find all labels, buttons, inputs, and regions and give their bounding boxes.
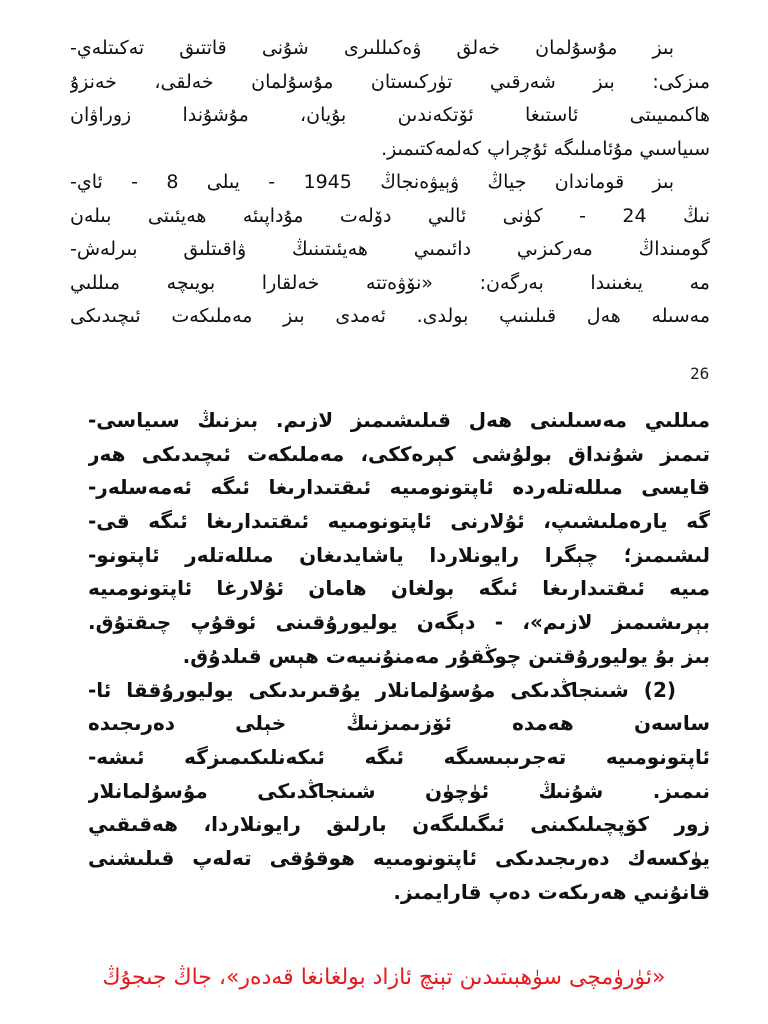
text-line: مەسىلە ھەل قىلىنىپ بولدى. ئەمدى بىز مەملىكەت ئىچىدىكى bbox=[70, 305, 710, 327]
text-line: مىزكى: بىز شەرقىي تۈركىستان مۇسۇلمان خەلقى، خەنزۇ bbox=[70, 70, 710, 93]
text-line: گە يارەملىشىپ، ئۇلارنى ئاپتونومىيە ئىقتىدارىغا ئىگە قى- bbox=[88, 509, 710, 534]
text-line: مىيە ئىقتىدارىغا ئىگە بولغان ھامان ئۇلارغا ئاپتونومىيە bbox=[88, 576, 710, 601]
text-line: قانۇنىي ھەرىكەت دەپ قارايمىز. bbox=[393, 879, 710, 904]
text-line: لىشىمىز؛ چېگرا رايونلاردا ياشايدىغان مىللەتلەر ئاپتونو- bbox=[88, 542, 710, 567]
text-line: يۈكسەك دەرىجىدىكى ئاپتونومىيە ھوقۇقى تەلەپ قىلىشنى bbox=[88, 845, 710, 870]
text-line: مىللىي مەسىلىنى ھەل قىلىشىمىز لازىم. بىزنىڭ سىياسى- bbox=[88, 408, 710, 432]
text-line: بىز قوماندان جياڭ ۋېيۋەنجاڭ 1945 - يىلى 8 - ئاي- bbox=[70, 171, 674, 193]
text-line: ھاكىمىيىتى ئاستىغا ئۆتكەندىن بۇيان، مۇشۇندا زوراۋان bbox=[70, 104, 710, 126]
text-line: بىز مۇسۇلمان خەلق ۋەكىللىرى شۇنى قاتتىق تەكىتلەي- bbox=[70, 37, 674, 59]
text-line: ساسەن ھەمدە ئۆزىمىزنىڭ خېلى دەرىجىدە bbox=[88, 711, 710, 736]
text-line: نىمىز. شۇنىڭ ئۈچۈن شىنجاڭدىكى مۇسۇلمانلار bbox=[88, 778, 710, 803]
text-line: زور كۆپچىلىكىنى ئىگىلىگەن بارلىق رايونلاردا، ھەقىقىي bbox=[88, 812, 710, 837]
text-line: نىڭ 24 - كۈنى ئالىي دۆلەت مۇداپىئە ھەيئىتى بىلەن bbox=[70, 204, 710, 227]
text-line: سىياسىي مۇئامىلىگە ئۇچراپ كەلمەكتىمىز. bbox=[381, 137, 710, 160]
text-line: گومىنداڭ مەركىزىي دائىمىي ھەيئىتىنىڭ ۋاقىتلىق بىرلەش- bbox=[70, 238, 710, 260]
text-line: مە يىغىنىدا بەرگەن: «نۆۋەتتە خەلقارا بويىچە مىللىي bbox=[70, 271, 710, 294]
page-number: 26 bbox=[690, 364, 710, 383]
text-line: بىز بۇ يوليورۇقتىن چوڭقۇر مەمنۇنىيەت ھېس قىلدۇق. bbox=[182, 643, 710, 668]
text-line: تىمىز شۇنداق بولۇشى كېرەككى، مەملىكەت ئىچىدىكى ھەر bbox=[88, 441, 710, 466]
text-line: (2) شىنجاڭدىكى مۇسۇلمانلار يۇقىرىدىكى يوليورۇققا ئا- bbox=[88, 677, 676, 702]
text-line: قايسى مىللەتلەردە ئاپتونومىيە ئىقتىدارىغا ئىگە ئەمەسلەر- bbox=[88, 475, 710, 500]
text-line: ئاپتونومىيە تەجرىبىسىگە ئىگە ئىكەنلىكىمىزگە ئىشە- bbox=[88, 744, 710, 769]
source-caption: «ئۈرۈمچى سۈھبىتىدىن تېنچ ئازاد بولغانغا قەدەر»، جاڭ جىجۇڭ bbox=[102, 965, 666, 990]
bottom-text-block bbox=[88, 404, 710, 909]
top-text-block bbox=[70, 32, 710, 334]
text-line: بېرىشىمىز لازىم»، - دېگەن يوليورۇقىنى ئوقۇپ چىقتۇق. bbox=[88, 610, 710, 635]
